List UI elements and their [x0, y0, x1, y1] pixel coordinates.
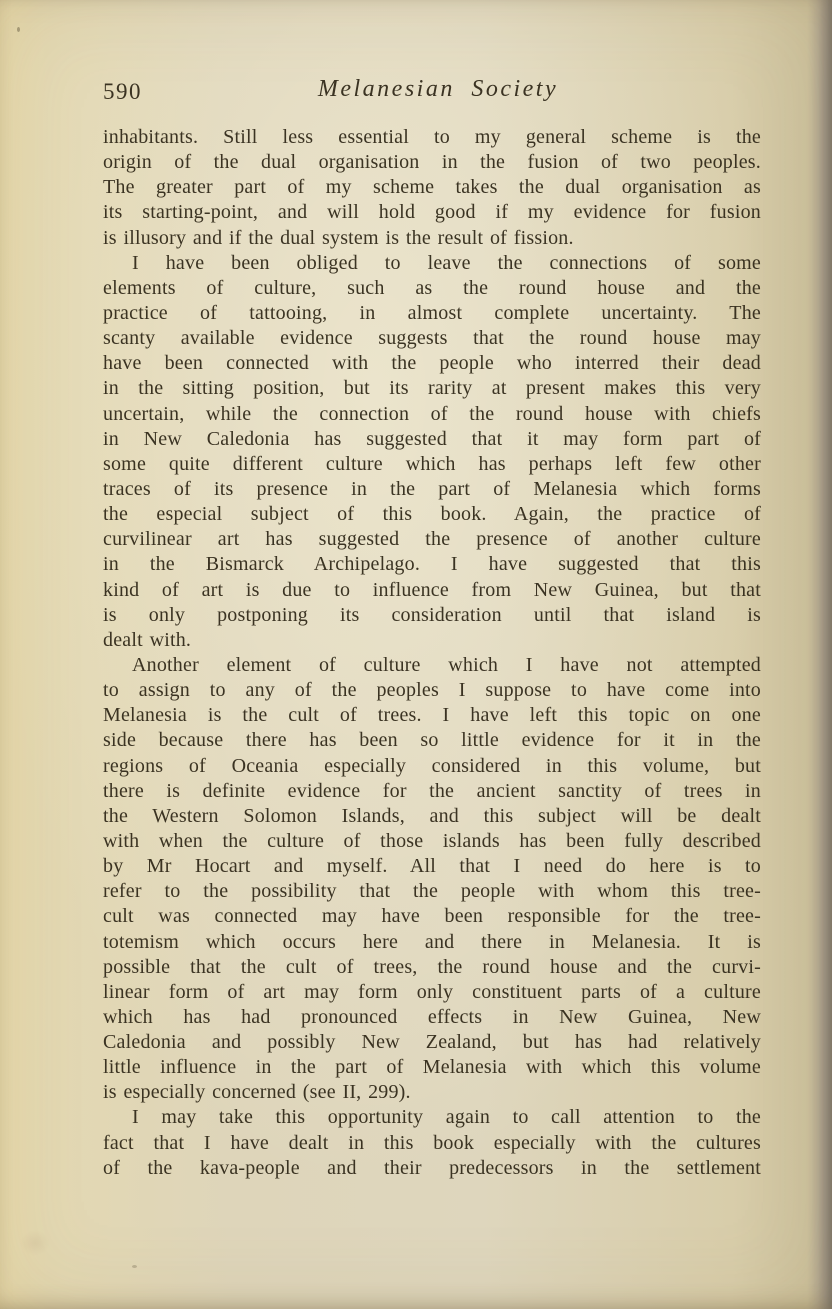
paragraph — [103, 1105, 761, 1180]
text-line: I have been obliged to leave the connections of some — [132, 251, 761, 274]
text-line: scanty available evidence suggests that the round house may — [103, 327, 761, 350]
text-line: dealt with. — [103, 628, 192, 651]
page-body — [103, 125, 761, 1181]
text-line: the Western Solomon Islands, and this subject will be dealt — [103, 804, 761, 827]
text-line: is only postponing its consideration until that island is — [103, 603, 761, 626]
text-line: of the kava-people and their predecessors in the settlement — [103, 1156, 761, 1179]
text-line: is illusory and if the dual system is the result of fission. — [103, 226, 574, 249]
paper-speck — [132, 1265, 137, 1268]
text-line: is especially concerned (see II, 299). — [103, 1081, 411, 1104]
text-line: elements of culture, such as the round house and the — [103, 276, 761, 299]
paragraph — [103, 653, 761, 1106]
text-line: by Mr Hocart and myself. All that I need do here is to — [103, 855, 761, 878]
text-line: the especial subject of this book. Again, the practice of — [103, 503, 761, 526]
text-line: uncertain, while the connection of the round house with chiefs — [103, 402, 761, 425]
text-line: linear form of art may form only constituent parts of a culture — [103, 980, 761, 1003]
text-line: side because there has been so little evidence for it in the — [103, 729, 761, 752]
text-line: Caledonia and possibly New Zealand, but has had relatively — [103, 1031, 761, 1054]
text-line: inhabitants. Still less essential to my general scheme is the — [103, 126, 761, 148]
text-line: possible that the cult of trees, the round house and the curvi- — [103, 955, 761, 978]
text-line: its starting-point, and will hold good if my evidence for fusion — [103, 201, 761, 224]
text-line: refer to the possibility that the people with whom this tree- — [103, 880, 761, 903]
text-line: in the sitting position, but its rarity at present makes this very — [103, 377, 761, 400]
text-line: traces of its presence in the part of Melanesia which forms — [103, 477, 761, 500]
text-line: have been connected with the people who interred their dead — [103, 352, 761, 375]
paragraph — [103, 251, 761, 653]
text-line: totemism which occurs here and there in Melanesia. It is — [103, 930, 761, 953]
text-line: which has had pronounced effects in New Guinea, New — [103, 1005, 761, 1028]
text-line: to assign to any of the peoples I suppose to have come into — [103, 679, 761, 702]
paper-stain — [20, 1230, 50, 1256]
paragraph — [103, 125, 761, 251]
text-line: little influence in the part of Melanesia with which this volume — [103, 1056, 761, 1079]
text-line: curvilinear art has suggested the presence of another culture — [103, 528, 761, 551]
text-line: in the Bismarck Archipelago. I have suggested that this — [103, 553, 761, 576]
text-line: cult was connected may have been responsible for the tree- — [103, 905, 761, 928]
text-line: I may take this opportunity again to call attention to the — [132, 1106, 761, 1129]
text-line: in New Caledonia has suggested that it may form part of — [103, 427, 761, 450]
text-line: kind of art is due to influence from New Guinea, but that — [103, 578, 761, 601]
text-line: The greater part of my scheme takes the dual organisation as — [103, 176, 761, 199]
running-title: Melanesian Society — [317, 76, 559, 102]
text-line: Another element of culture which I have not attempted — [132, 653, 761, 676]
text-line: regions of Oceania especially considered in this volume, but — [103, 754, 761, 777]
text-line: some quite different culture which has perhaps left few other — [103, 452, 761, 475]
text-line: there is definite evidence for the ancient sanctity of trees in — [103, 779, 761, 802]
text-line: practice of tattooing, in almost complete uncertainty. The — [103, 301, 761, 324]
paper-speck — [17, 27, 20, 32]
text-line: Melanesia is the cult of trees. I have left this topic on one — [103, 704, 761, 727]
text-line: fact that I have dealt in this book especially with the cultures — [103, 1131, 761, 1154]
text-line: origin of the dual organisation in the fusion of two peoples. — [103, 151, 761, 174]
text-line: with when the culture of those islands has been fully described — [103, 829, 761, 852]
page-header — [103, 76, 761, 110]
page-number: 590 — [103, 79, 142, 104]
